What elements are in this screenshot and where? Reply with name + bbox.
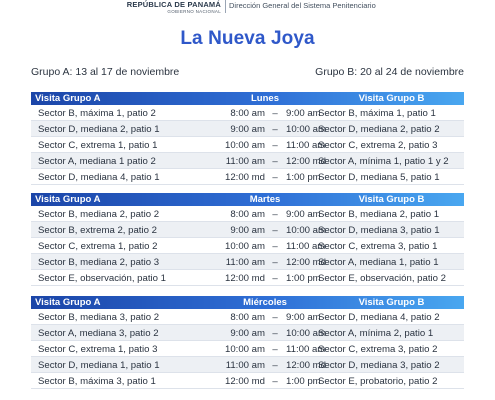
schedule-block-lunes [31,92,464,185]
country-name: REPÚBLICA DE PANAMÁ [126,0,221,9]
time-end: 11:00 am [286,241,326,252]
group-b-sector: Sector D, mediana 5, patio 1 [318,172,440,183]
time-start: 12:00 md [224,172,265,183]
group-a-sector: Sector C, extrema 1, patio 1 [38,140,158,151]
time-dash: – [272,312,278,323]
time-end: 9:00 am [286,312,321,323]
table-row [31,357,464,373]
table-row [31,121,464,137]
table-row [31,206,464,222]
group-b-sector: Sector D, mediana 2, patio 2 [318,124,440,135]
group-a-sector: Sector B, mediana 2, patio 3 [38,257,160,268]
group-a-sector: Sector B, mediana 2, patio 2 [38,209,160,220]
group-a-sector: Sector B, máxima 1, patio 2 [38,108,156,119]
group-a-dates: Grupo A: 13 al 17 de noviembre [31,66,180,78]
time-end: 12:00 md [286,156,327,167]
column-header-group-a: Visita Grupo A [35,93,101,104]
group-a-sector: Sector B, extrema 2, patio 2 [38,225,157,236]
time-end: 11:00 am [286,344,326,355]
group-a-sector: Sector D, mediana 2, patio 1 [38,124,160,135]
group-b-sector: Sector A, mínima 2, patio 1 [318,328,434,339]
time-start: 9:00 am [230,328,265,339]
table-row [31,254,464,270]
time-start: 11:00 am [225,360,265,371]
time-dash: – [272,376,278,387]
group-dates [31,66,464,80]
time-start: 9:00 am [230,225,265,236]
time-dash: – [272,124,278,135]
table-row [31,341,464,357]
time-dash: – [272,172,278,183]
government-header [0,0,495,20]
government-label: GOBIERNO NACIONAL [167,9,221,14]
time-dash: – [272,241,278,252]
group-b-sector: Sector E, observación, patio 2 [318,273,446,284]
time-start: 11:00 am [225,257,265,268]
table-row [31,153,464,169]
time-dash: – [272,257,278,268]
group-b-sector: Sector E, probatorio, patio 2 [318,376,438,387]
page-title: La Nueva Joya [180,28,315,49]
group-b-sector: Sector A, mediana 1, patio 1 [318,257,439,268]
group-b-sector: Sector B, mediana 2, patio 1 [318,209,440,220]
table-row [31,270,464,286]
day-label: Miércoles [243,297,287,308]
column-header-group-b: Visita Grupo B [358,93,425,104]
time-end: 1:00 pm [286,172,321,183]
column-header-group-a: Visita Grupo A [35,194,101,205]
group-b-sector: Sector C, extrema 3, patio 2 [318,344,438,355]
time-start: 12:00 md [224,273,265,284]
day-label: Martes [249,194,281,205]
group-a-sector: Sector B, mediana 3, patio 2 [38,312,160,323]
time-start: 11:00 am [225,156,265,167]
block-header [31,296,464,309]
time-dash: – [272,344,278,355]
time-end: 12:00 md [286,360,327,371]
time-dash: – [272,225,278,236]
group-a-sector: Sector C, extrema 1, patio 3 [38,344,158,355]
group-b-sector: Sector B, máxima 1, patio 1 [318,108,436,119]
time-end: 10:00 am [286,225,327,236]
time-end: 1:00 pm [286,376,321,387]
group-b-sector: Sector D, mediana 4, patio 2 [318,312,440,323]
group-a-sector: Sector D, mediana 4, patio 1 [38,172,160,183]
time-end: 12:00 md [286,257,327,268]
group-a-sector: Sector B, máxima 3, patio 1 [38,376,156,387]
group-a-sector: Sector C, extrema 1, patio 2 [38,241,158,252]
time-start: 8:00 am [230,108,265,119]
time-dash: – [272,328,278,339]
group-b-sector: Sector A, mínima 1, patio 1 y 2 [318,156,449,167]
group-b-sector: Sector C, extrema 2, patio 3 [318,140,438,151]
group-a-sector: Sector A, mediana 3, patio 2 [38,328,159,339]
time-start: 9:00 am [230,124,265,135]
time-start: 8:00 am [230,312,265,323]
column-header-group-a: Visita Grupo A [35,297,101,308]
column-header-group-b: Visita Grupo B [358,194,425,205]
group-b-sector: Sector D, mediana 3, patio 2 [318,360,440,371]
block-header [31,92,464,105]
schedule-block-martes [31,193,464,286]
time-end: 10:00 am [286,328,327,339]
time-end: 1:00 pm [286,273,321,284]
table-row [31,373,464,389]
group-b-sector: Sector D, mediana 3, patio 1 [318,225,440,236]
time-dash: – [272,360,278,371]
agency-name: Dirección General del Sistema Penitenciario [229,1,376,10]
table-row [31,309,464,325]
time-dash: – [272,273,278,284]
header-divider [225,0,226,13]
block-header [31,193,464,206]
time-end: 9:00 am [286,108,321,119]
time-start: 10:00 am [224,241,265,252]
table-row [31,222,464,238]
time-dash: – [272,156,278,167]
group-a-sector: Sector E, observación, patio 1 [38,273,166,284]
time-start: 8:00 am [230,209,265,220]
table-row [31,325,464,341]
group-b-sector: Sector C, extrema 3, patio 1 [318,241,438,252]
time-end: 9:00 am [286,209,321,220]
time-start: 12:00 md [224,376,265,387]
table-row [31,169,464,185]
time-start: 10:00 am [224,344,265,355]
schedule-block-miercoles [31,296,464,389]
table-row [31,105,464,121]
time-end: 11:00 am [286,140,326,151]
time-dash: – [272,108,278,119]
time-dash: – [272,209,278,220]
table-row [31,137,464,153]
time-end: 10:00 am [286,124,327,135]
group-b-dates: Grupo B: 20 al 24 de noviembre [315,66,464,78]
time-start: 10:00 am [224,140,265,151]
table-row [31,238,464,254]
column-header-group-b: Visita Grupo B [358,297,425,308]
group-a-sector: Sector A, mediana 1 patio 2 [38,156,156,167]
group-a-sector: Sector D, mediana 1, patio 1 [38,360,160,371]
government-logo-text [127,0,221,15]
time-dash: – [272,140,278,151]
day-label: Lunes [251,93,279,104]
